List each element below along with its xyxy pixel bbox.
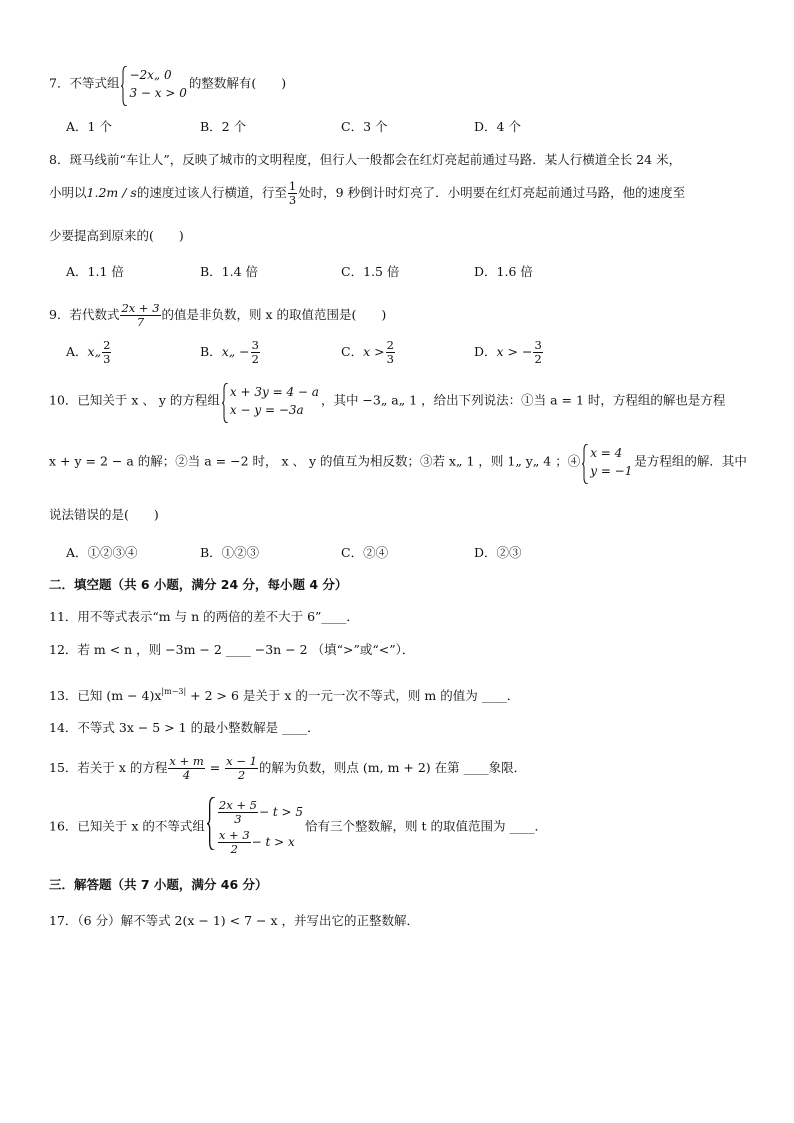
q8-line1: 8．斑马线前“车让人”，反映了城市的文明程度，但行人一般都会在红灯亮起前通过马路．某人行横道全长 24 米， <box>49 152 682 167</box>
q16-row1 <box>217 797 303 827</box>
q8-option-d: D．1.6 倍 <box>474 264 533 279</box>
q9-option-c <box>341 339 396 366</box>
q8-option-c: C．1.5 倍 <box>341 264 400 279</box>
q9-option-c-frac <box>386 339 395 366</box>
q12: 12．若 m < n ，则 −3m − 2 ____ −3n − 2 （填“>”或“<”）． <box>49 642 415 657</box>
q7-pre: 不等式组 <box>69 75 120 91</box>
q8-fraction <box>288 180 297 207</box>
q9-option-a-frac <box>102 339 111 366</box>
q15-frac-left-den: 4 <box>182 768 191 782</box>
q10-solution-system <box>582 444 632 480</box>
q9-option-d-den: 2 <box>534 352 542 366</box>
q16-post: 恰有三个整数解，则 t 的取值范围为 ____． <box>305 818 547 834</box>
q9-frac-den: 7 <box>136 315 145 329</box>
q9-option-c-den: 3 <box>386 352 394 366</box>
q8-option-a: A．1.1 倍 <box>66 264 124 279</box>
q9-option-b <box>200 339 261 366</box>
q15-pre: 15．若关于 x 的方程 <box>49 760 168 775</box>
q16-row2 <box>217 827 303 857</box>
brace-icon <box>582 444 588 484</box>
q16-row1-frac <box>218 799 258 826</box>
brace-icon <box>121 66 127 106</box>
q16-row1-tail: − t > 5 <box>258 805 303 819</box>
q8-line2 <box>49 180 685 207</box>
q7-option-b: B．2 个 <box>200 119 247 134</box>
q15-eq: = <box>205 760 225 775</box>
q9-option-d-frac <box>533 339 542 366</box>
q16-row2-tail: − t > x <box>251 835 295 849</box>
q14: 14．不等式 3x − 5 > 1 的最小整数解是 ____． <box>49 720 320 735</box>
q10-sys-row2: x − y = −3a <box>229 403 304 417</box>
q7-post: 的整数解有( ) <box>188 75 287 91</box>
q9-option-d-lhs: x > − <box>496 344 533 359</box>
q8-line2-post: 处时，9 秒倒计时灯亮了．小明要在红灯亮起前通过马路，他的速度至 <box>298 185 686 200</box>
brace-icon <box>207 797 215 850</box>
q10-option-d: D．②③ <box>474 545 522 560</box>
q15-frac-right-num: x − 1 <box>226 754 257 768</box>
q9-fraction <box>120 302 160 329</box>
q8-frac-num: 1 <box>288 179 297 193</box>
q7-stem <box>49 66 286 102</box>
q11: 11．用不等式表示“m 与 n 的两倍的差不大于 6”____． <box>49 609 359 624</box>
q7-number: 7． <box>49 75 70 91</box>
q15-frac-left <box>168 755 204 782</box>
q9-option-a-num: 2 <box>103 338 111 352</box>
q16-row2-den: 2 <box>230 842 238 856</box>
q16-row2-frac <box>218 829 251 856</box>
q9-option-a-label: A． <box>66 344 88 359</box>
q7-option-c: C．3 个 <box>341 119 388 134</box>
q9-post: 的值是非负数，则 x 的取值范围是( ) <box>161 307 387 322</box>
q16-row1-den: 3 <box>234 812 242 826</box>
section-3-heading: 三．解答题（共 7 小题，满分 46 分） <box>49 877 268 892</box>
q9-frac-num: 2x + 3 <box>121 301 160 315</box>
q10-sys-row3: x = 4 <box>590 446 623 460</box>
q16-row1-num: 2x + 5 <box>218 798 257 812</box>
q10-line2 <box>49 444 747 480</box>
q15 <box>49 755 526 782</box>
q17: 17．（6 分）解不等式 2(x − 1) < 7 − x ，并写出它的正整数解． <box>49 913 420 928</box>
q10-sys-row4: y = −1 <box>590 464 633 478</box>
q10-option-b: B．①②③ <box>200 545 260 560</box>
q10-line3: 说法错误的是( ) <box>49 507 159 522</box>
q9-pre: 9．若代数式 <box>49 307 120 322</box>
q13-exponent: |m−3| <box>161 687 187 696</box>
q9-option-c-lhs: x > <box>363 344 385 359</box>
q10-line2-post: 是方程组的解．其中 <box>634 453 747 469</box>
q13-post: + 2 > 6 是关于 x 的一元一次不等式，则 m 的值为 ____． <box>186 688 520 703</box>
q8-option-b: B．1.4 倍 <box>200 264 259 279</box>
q10-mid: ，其中 −3„ a„ 1 ，给出下列说法：①当 a = 1 时，方程组的解也是方程 <box>320 392 726 408</box>
q9-option-d-num: 3 <box>534 338 542 352</box>
q9-option-c-num: 2 <box>386 338 394 352</box>
q10-line2-pre: x + y = 2 − a 的解；②当 a = −2 时， x 、 y 的值互为相反数；③若 x„ 1 ，则 1„ y„ 4 ；④ <box>49 453 581 469</box>
q7-sys-row2: 3 − x > 0 <box>129 86 187 100</box>
q10-sys-row1: x + 3y = 4 − a <box>229 385 319 399</box>
brace-icon <box>222 383 228 423</box>
q16-pre: 16．已知关于 x 的不等式组 <box>49 818 205 834</box>
q10-line1 <box>49 383 725 419</box>
q7-option-a: A．1 个 <box>66 119 112 134</box>
q8-line2-mid: 的速度过该人行横道，行至 <box>136 185 287 200</box>
q9-option-d <box>474 339 544 366</box>
q9-option-b-lhs: x„ − <box>221 344 250 359</box>
q10-option-c: C．②④ <box>341 545 389 560</box>
q15-frac-right-den: 2 <box>237 768 246 782</box>
q7-option-d: D．4 个 <box>474 119 521 134</box>
q9-option-c-label: C． <box>341 344 364 359</box>
q15-post: 的解为负数，则点 (m, m + 2) 在第 ____象限． <box>258 760 527 775</box>
q13 <box>49 684 519 704</box>
q13-pre: 13．已知 (m − 4)x <box>49 688 162 703</box>
q7-sys-row1: −2x„ 0 <box>129 68 172 82</box>
q16-row2-num: x + 3 <box>218 828 250 842</box>
q10-option-a: A．①②③④ <box>66 545 138 560</box>
q9-option-a-lhs: x„ <box>87 344 102 359</box>
q10-pre: 10．已知关于 x 、 y 的方程组 <box>49 392 220 408</box>
q8-frac-den: 3 <box>288 193 297 207</box>
q9-option-b-frac <box>251 339 260 366</box>
q8-speed: 1.2m / s <box>86 185 137 200</box>
q9-option-b-num: 3 <box>251 338 259 352</box>
q9-option-b-label: B． <box>200 344 222 359</box>
q9-option-b-den: 2 <box>251 352 259 366</box>
q16-system <box>207 797 303 857</box>
q8-line3: 少要提高到原来的( ) <box>49 228 184 243</box>
q7-system <box>121 66 186 102</box>
q16 <box>49 797 547 857</box>
q9-option-d-label: D． <box>474 344 497 359</box>
q15-frac-left-num: x + m <box>169 754 204 768</box>
q9-stem <box>49 302 386 329</box>
section-2-heading: 二．填空题（共 6 小题，满分 24 分，每小题 4 分） <box>49 577 348 592</box>
q9-option-a <box>66 339 112 366</box>
q15-frac-right <box>225 755 258 782</box>
q10-system <box>222 383 319 419</box>
q9-option-a-den: 3 <box>103 352 111 366</box>
q8-line2-pre: 小明以 <box>49 185 87 200</box>
